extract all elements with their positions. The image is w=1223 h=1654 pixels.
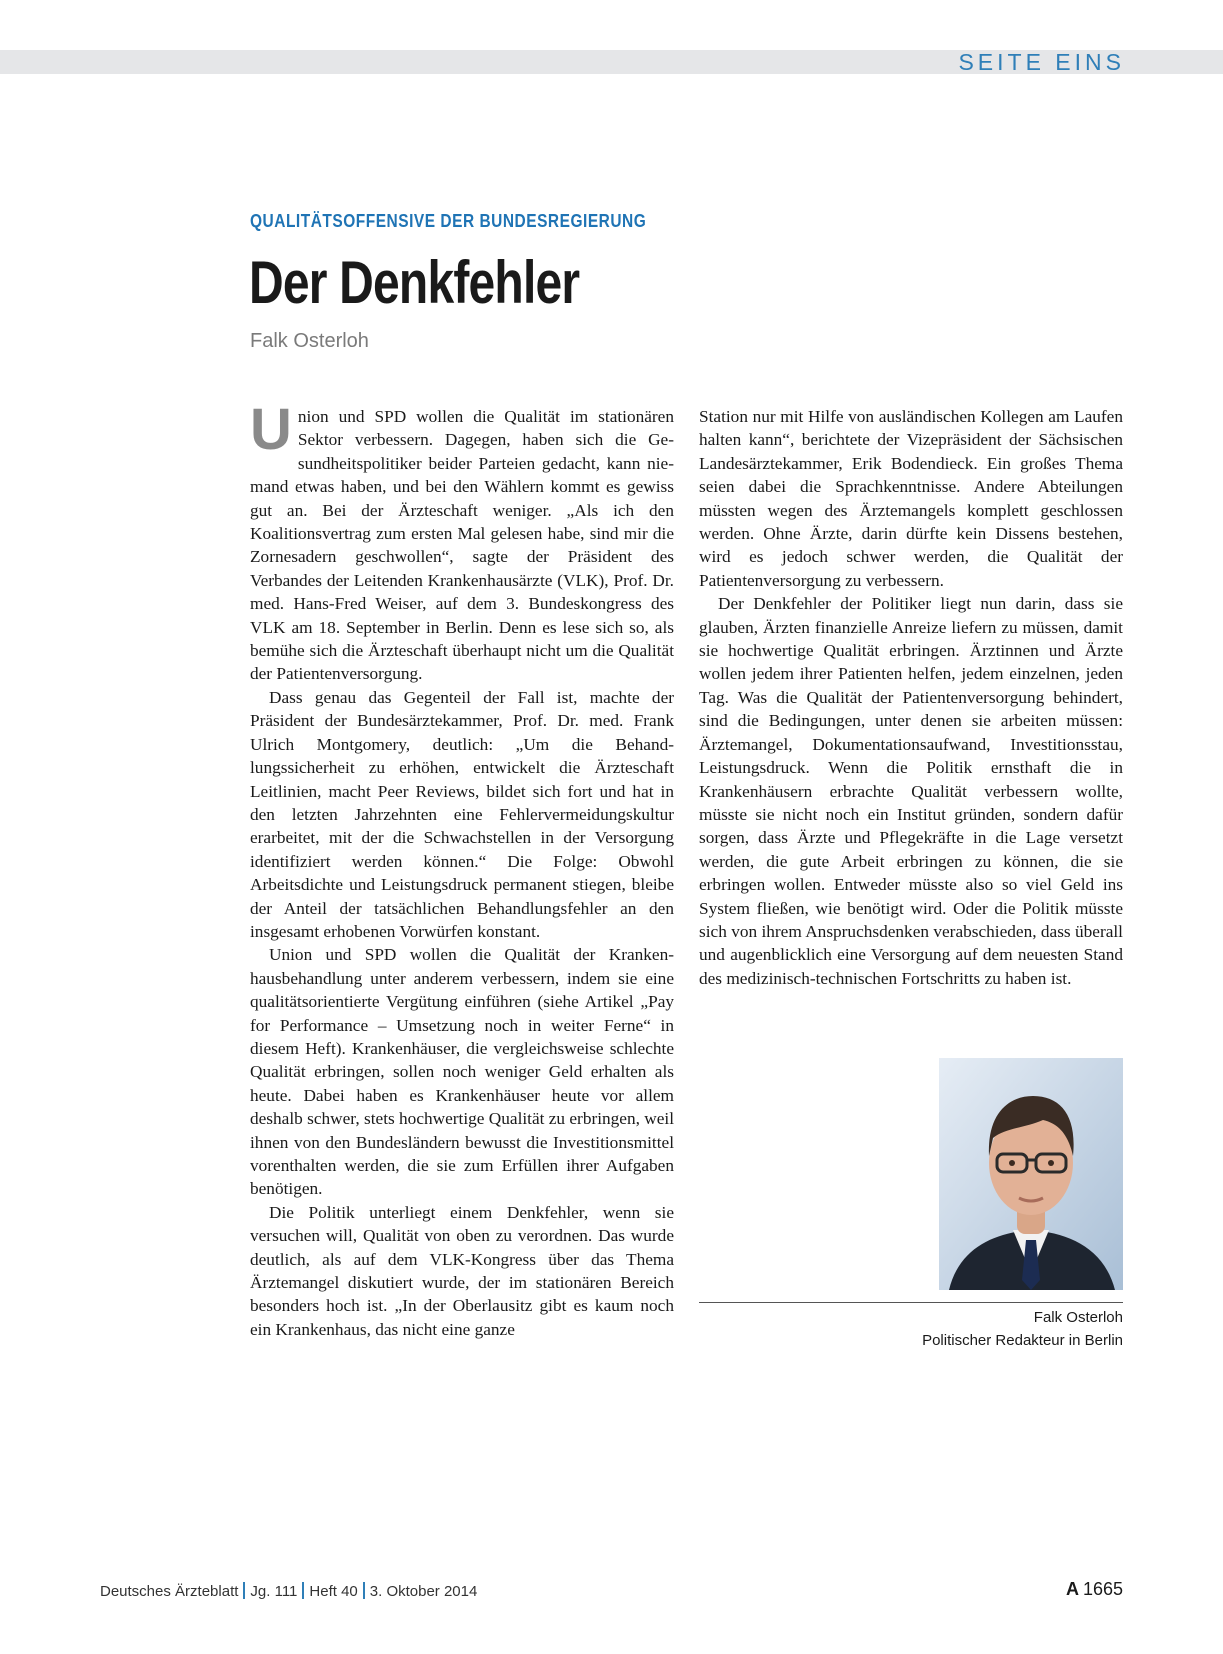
paragraph: Station nur mit Hilfe von ausländischen Kollegen am Laufen halten kann“, berichtete der Vizepräsident der Sächsischen Landesärztekammer, Erik Bodendieck. Ein großes Thema seien dabei die Sprachkenntnisse. Andere Abteilungen müssten wegen des Ärztemangels komplett geschlossen werden. Ohne Ärzte, darin dürfte kein Dissens bestehen, wird es jedoch schwer werden, die Qualität der Patientenversorgung zu verbessern. (699, 407, 1123, 590)
journal-issue: Heft 40 (309, 1583, 358, 1600)
caption-rule (699, 1302, 1123, 1303)
article-author: Falk Osterloh (250, 330, 369, 352)
article-title: Der Denkfehler (249, 249, 580, 316)
page-prefix: A (1065, 1579, 1079, 1599)
paragraph: Dass genau das Gegenteil der Fall ist, machte der Präsident der Bundesärztekammer, Prof. Dr. med. Frank Ulrich Montgomery, deutlich: „Um die Behandlungssicherheit zu erhöhen, entwickelt die Ärzteschaft Leitlinien, macht Peer Reviews, bildet sich fort und hat in den letzten Jahrzehnten eine Fehlervermeidungskultur erarbeitet, mit der die Schwachstellen in der Versorgung identifiziert werden können.“ Die Folge: Obwohl Arbeitsdichte und Leistungsdruck permanent stiegen, bleibe der Anteil der tatsächlichen Behandlungsfehler an den insgesamt erhobenen Vorwürfen konstant. (250, 687, 674, 941)
article-column-left (250, 397, 674, 1341)
paragraph: Die Politik unterliegt einem Denkfehler, wenn sie versuchen will, Qualität von oben zu verordnen. Das wurde deutlich, als auf dem VLK-Kongress über das Thema Ärztemangel diskutiert wurde, der im stationären Bereich besonders hoch ist. „In der Oberlausitz gibt es kaum noch ein Krankenhaus, das nicht eine ganze (250, 1202, 674, 1339)
paragraph: Der Denkfehler der Politiker liegt nun darin, dass sie glauben, Ärzten finanzielle Anreize liefern zu müssen, damit sie hochwertige Qualität erbringen. Ärztinnen und Ärzte wollen jedem ihrer Patienten helfen, jedem einzelnen, jeden Tag. Was die Qualität der Patientenversorgung behindert, sind die Bedingungen, unter denen sie arbeiten müssen: Ärztemangel, Dokumentationsaufwand, Investitionsstau, Leistungsdruck. Wenn die Politik ernsthaft die in Krankenhäusern erbrachte Qualität verbessern wollte, müsste sie nicht noch ein Institut gründen, sondern dafür sorgen, dass Ärzte und Pflegekräfte in die Lage versetzt werden, die gute Arbeit erbringen zu können, die sie erbringen wollen. Entweder müsste also so viel Geld ins System fließen, wie benötigt wird. Oder die Politik müsste sich von ihrem Anspruchsdenken verabschieden, dass überall und augenblicklich eine Versorgung auf dem neuesten Stand des medizinisch-technischen Fortschritts zu haben ist. (699, 594, 1123, 988)
issue-date: 3. Oktober 2014 (369, 1583, 478, 1600)
page-number (1066, 1579, 1123, 1600)
article-kicker: QUALITÄTSOFFENSIVE DER BUNDESREGIERUNG (250, 211, 647, 231)
photo-caption (922, 1306, 1123, 1352)
section-label: SEITE EINS (958, 49, 1125, 75)
footer-separator (243, 1582, 245, 1599)
article-column-right (699, 405, 1123, 990)
paragraph-text: nion und SPD wollen die Qualität im stationären Sektor verbessern. Dagegen, haben sich die Gesundheitspolitiker beider Parteien gedacht, kann niemand etwas haben, und bei den Wählern kommt es gewiss gut an. Bei der Ärzteschaft weniger. „Als ich den Koalitionsvertrag zum ersten Mal gelesen habe, sind mir die Zornesadern geschwollen“, sagte der Präsident des Verbandes der Leitenden Krankenhausärzte (VLK), Prof. Dr. med. Hans-Fred Weiser, auf dem 3. Bundeskongress des VLK am 18. September in Berlin. Denn es lese sich so, als bemühe sich die Ärzteschaft überhaupt nicht um die Qualität der Patientenversorgung. (250, 407, 674, 684)
author-portrait (939, 1058, 1123, 1290)
journal-volume: Jg. 111 (250, 1583, 298, 1600)
paragraph (250, 397, 674, 686)
journal-name: Deutsches Ärzteblatt (100, 1583, 239, 1600)
footer-separator (302, 1582, 304, 1599)
portrait-illustration (939, 1058, 1123, 1290)
footer-separator (363, 1582, 365, 1599)
page-number-value: 1665 (1082, 1579, 1123, 1599)
page-footer (100, 1582, 477, 1600)
caption-role: Politischer Redakteur in Berlin (922, 1332, 1123, 1349)
drop-cap: U (250, 397, 292, 462)
paragraph: Union und SPD wollen die Qualität der Krankenhausbehandlung unter anderem verbessern, indem sie eine qualitätsorientierte Vergütung einführen (siehe Artikel „Pay for Performance – Umsetzung noch in weiter Ferne“ in diesem Heft). Krankenhäuser, die vergleichsweise schlechte Qualität erbringen, sollen noch weniger Geld erhalten als heute. Dabei haben es Krankenhäuser heute vor allem deshalb schwer, stets hochwertige Qualität zu erbringen, weil ihnen von den Bundesländern bewusst die Investitionsmittel vorenthalten werden, die sie zum Erfüllen ihrer Aufgaben benötigen. (250, 945, 674, 1199)
caption-name: Falk Osterloh (1033, 1309, 1123, 1326)
